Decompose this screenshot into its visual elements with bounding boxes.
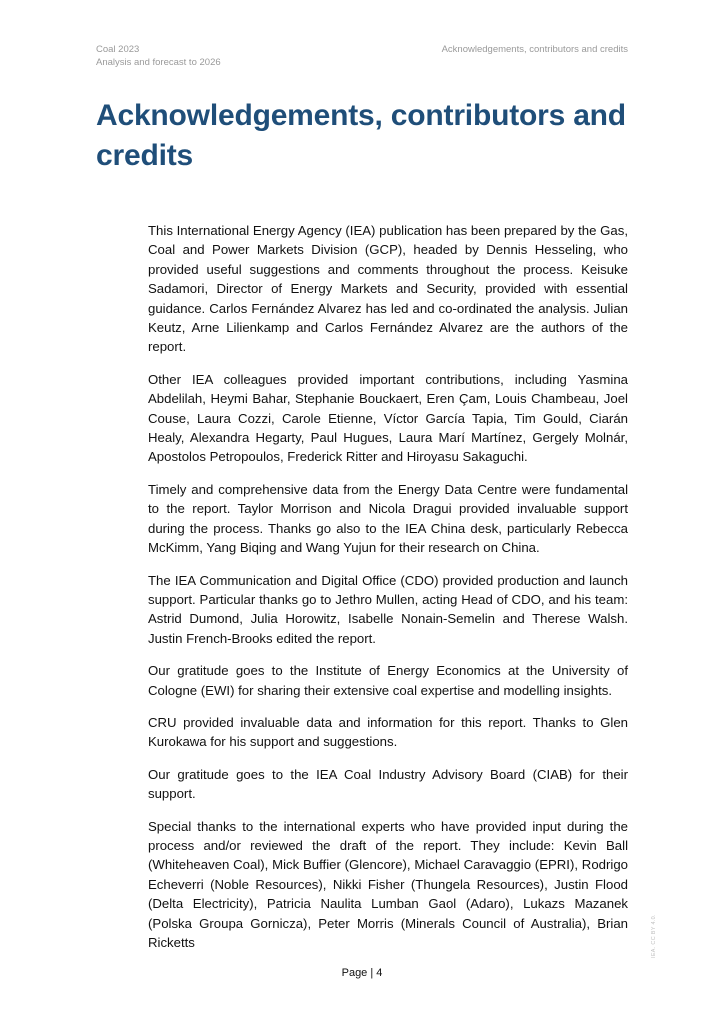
paragraph-iea-colleagues: Other IEA colleagues provided important contributions, including Yasmina Abdelilah, Heymi Bahar, Stephanie Bouckaert, Eren Çam, Louis Chambeau, Joel Couse, Laura Cozzi, Carole Etienne, Víctor García Tapia, Tim Gould, Ciarán Healy, Alexandra Hegarty, Paul Hugues, Laura Marí Martínez, Gergely Molnár, Apostolos Petropoulos, Frederick Ritter and Hiroyasu Sakaguchi. <box>148 371 628 465</box>
paragraph-ewi: Our gratitude goes to the Institute of Energy Economics at the University of Cologne (EWI) for sharing their extensive coal expertise and modelling insights. <box>148 663 628 698</box>
paragraph-cru: CRU provided invaluable data and information for this report. Thanks to Glen Kurokawa for his support and suggestions. <box>148 714 628 750</box>
paragraph-gcp-division: This International Energy Agency (IEA) publication has been prepared by the Gas, Coal and Power Markets Division (GCP), headed by Dennis Hesseling, who provided useful suggestions and comments throughout the process. Keisuke Sadamori, Director of Energy Markets and Security, provided with essential guidance. Carlos Fernández Alvarez has led and co-ordinated the analysis. Julian Keutz, Arne Lilienkamp and Carlos Fernández Alvarez are the authors of the report. <box>148 223 628 355</box>
body-text <box>148 221 628 965</box>
page-title: Acknowledgements, contributors and credits <box>96 99 626 172</box>
page-number: Page | 4 <box>341 967 383 979</box>
paragraph-ciab: Our gratitude goes to the IEA Coal Industry Advisory Board (CIAB) for their support. <box>148 766 628 802</box>
paragraph-energy-data-centre: Timely and comprehensive data from the Energy Data Centre were fundamental to the report. Taylor Morrison and Nicola Dragui provided invaluable support during the process. Thanks go also to the IEA China desk, particularly Rebecca McKimm, Yang Biqing and Wang Yujun for their research on China. <box>148 481 628 556</box>
doc-title: Coal 2023 <box>96 44 140 55</box>
running-header-left <box>96 43 221 69</box>
doc-subtitle: Analysis and forecast to 2026 <box>96 57 221 68</box>
paragraph-external-reviewers: Special thanks to the international experts who have provided input during the process and/or reviewed the draft of the report. They include: Kevin Ball (Whiteheaven Coal), Mick Buffier (Glencore), Michael Caravaggio (EPRI), Rodrigo Echeverri (Noble Resources), Nikki Fisher (Thungela Resources), Justin Flood (Delta Electricity), Patricia Naulita Lumban Gaol (Adaro), Lukazs Mazanek (Polska Groupa Gornicza), Peter Morris (Minerals Council of Australia), Brian Ricketts <box>148 818 628 950</box>
running-header-section: Acknowledgements, contributors and credits <box>441 44 628 55</box>
paragraph-cdo: The IEA Communication and Digital Office (CDO) provided production and launch support. Particular thanks go to Jethro Mullen, acting Head of CDO, and his team: Astrid Dumond, Julia Horowitz, Isabelle Nonain-Semelin and Therese Walsh. Justin French-Brooks edited the report. <box>148 572 628 646</box>
license-notice: IEA. CC BY 4.0. <box>651 914 657 958</box>
